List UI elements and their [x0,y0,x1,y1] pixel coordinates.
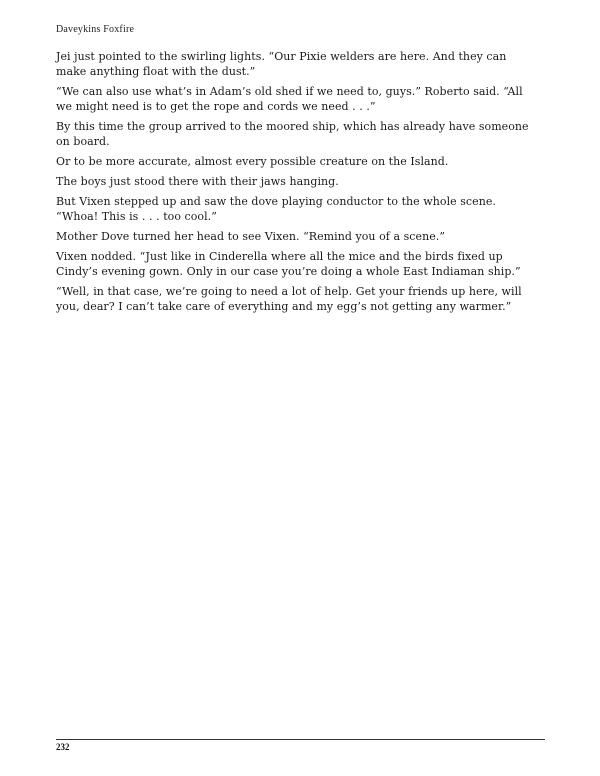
paragraph [56,194,548,224]
paragraph [56,119,548,149]
body-text [56,49,548,319]
paragraph [56,84,548,114]
text-line: But Vixen stepped up and saw the dove playing conductor to the whole scene. [56,195,496,208]
text-line: “Whoa! This is . . . too cool.” [56,210,217,223]
footer-divider [56,739,545,740]
paragraph [56,154,548,169]
paragraph [56,49,548,79]
paragraph [56,229,548,244]
text-line: make anything float with the dust.” [56,65,256,78]
text-line: we might need is to get the rope and cords we need . . .” [56,100,376,113]
running-header: Daveykins Foxfire [56,24,135,35]
paragraph [56,284,548,314]
page-number: 232 [56,742,70,752]
text-line: “Well, in that case, we’re going to need a lot of help. Get your friends up here, will [56,285,522,298]
text-line: Cindy’s evening gown. Only in our case you’re doing a whole East Indiaman ship.” [56,265,521,278]
text-line: Or to be more accurate, almost every possible creature on the Island. [56,155,449,168]
text-line: you, dear? I can’t take care of everything and my egg’s not getting any warmer.” [56,300,512,313]
text-line: By this time the group arrived to the moored ship, which has already have someone [56,120,529,133]
paragraph [56,174,548,189]
text-line: Mother Dove turned her head to see Vixen. “Remind you of a scene.” [56,230,445,243]
text-line: “We can also use what’s in Adam’s old shed if we need to, guys.” Roberto said. “All [56,85,523,98]
paragraph [56,249,548,279]
text-line: Jei just pointed to the swirling lights. “Our Pixie welders are here. And they can [56,50,507,63]
text-line: Vixen nodded. “Just like in Cinderella where all the mice and the birds fixed up [56,250,503,263]
text-line: on board. [56,135,110,148]
text-line: The boys just stood there with their jaws hanging. [56,175,339,188]
